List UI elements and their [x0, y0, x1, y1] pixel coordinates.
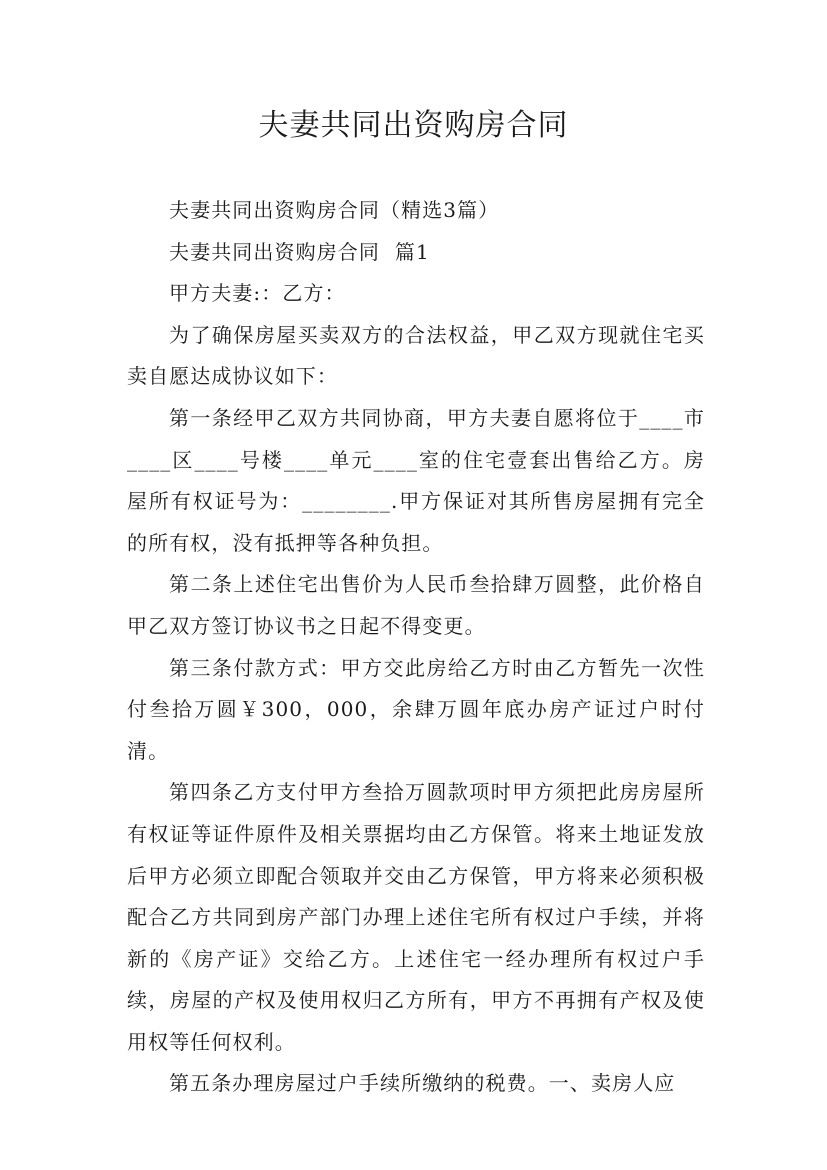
paragraph-article-1: 第一条经甲乙双方共同协商，甲方夫妻自愿将位于____市____区____号楼____单元____室的住宅壹套出售给乙方。房屋所有权证号为：________.甲方保证对其所售房屋拥有完全的所有权，没有抵押等各种负担。 [127, 405, 705, 555]
paragraph-article-3: 第三条付款方式：甲方交此房给乙方时由乙方暂先一次性付叁拾万圆￥300，000，余肆万圆年底办房产证过户时付清。 [127, 655, 705, 763]
paragraph-section-heading: 夫妻共同出资购房合同 篇1 [169, 239, 430, 264]
document-title: 夫妻共同出资购房合同 [258, 108, 569, 143]
paragraph-article-5: 第五条办理房屋过户手续所缴纳的税费。一、卖房人应 [169, 1071, 676, 1096]
paragraph-article-4: 第四条乙方支付甲方叁拾万圆款项时甲方须把此房房屋所有权证等证件原件及相关票据均由乙方保管。将来土地证发放后甲方必须立即配合领取并交由乙方保管，甲方将来必须积极配合乙方共同到房产部门办理上述住宅所有权过户手续，并将新的《房产证》交给乙方。上述住宅一经办理所有权过户手续，房屋的产权及使用权归乙方所有，甲方不再拥有产权及使用权等任何权利。 [127, 780, 705, 1054]
paragraph-preamble: 为了确保房屋买卖双方的合法权益，甲乙双方现就住宅买卖自愿达成协议如下： [127, 322, 705, 389]
paragraph-parties: 甲方夫妻:：乙方： [169, 281, 346, 306]
paragraph-article-2: 第二条上述住宅出售价为人民币叁拾肆万圆整，此价格自甲乙双方签订协议书之日起不得变更。 [127, 572, 705, 638]
paragraph-subtitle: 夫妻共同出资购房合同（精选3篇） [169, 198, 500, 222]
document-body [127, 190, 705, 1105]
